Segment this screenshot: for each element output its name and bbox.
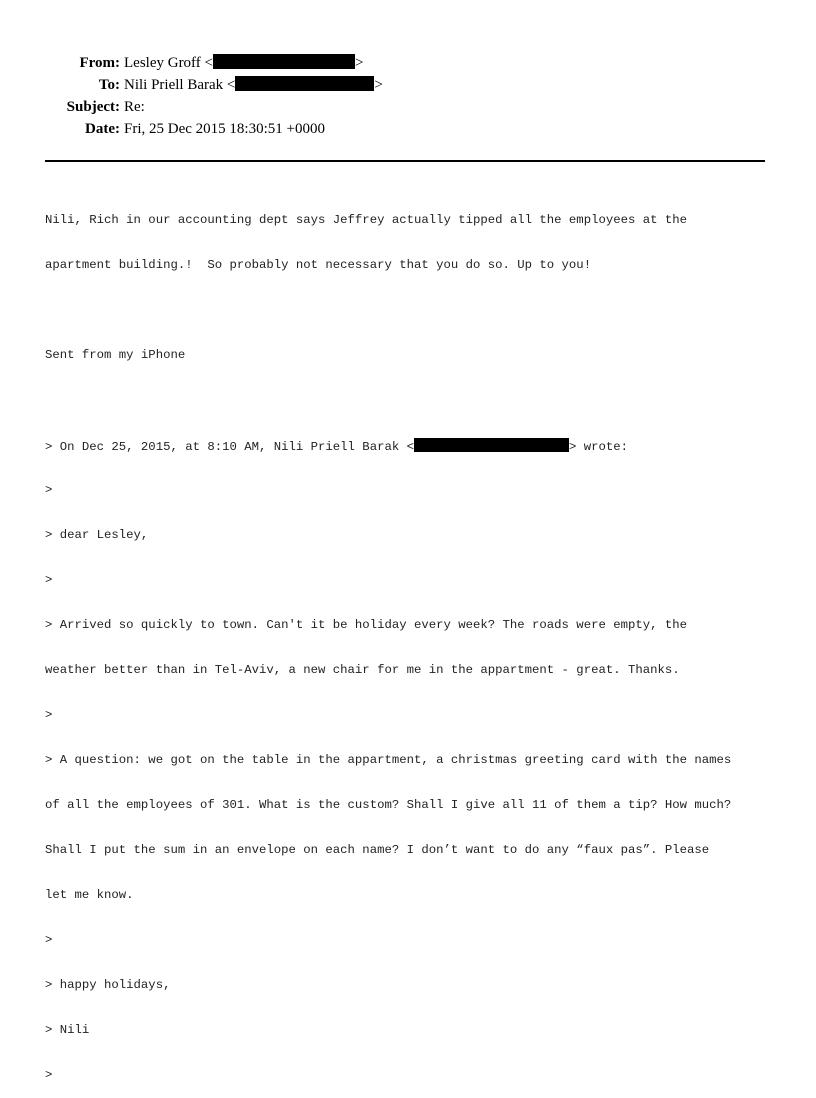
body-line: let me know. — [45, 888, 134, 902]
header-divider — [45, 160, 765, 162]
subject-value: Re: — [124, 99, 145, 115]
date-label: Date: — [85, 121, 120, 137]
date-value: Fri, 25 Dec 2015 18:30:51 +0000 — [124, 121, 325, 137]
body-line: > — [45, 483, 53, 497]
body-line: Nili, Rich in our accounting dept says Jeffrey actually tipped all the employees at the — [45, 213, 688, 227]
email-body — [45, 183, 785, 1098]
from-row — [0, 52, 816, 74]
redaction-box — [235, 76, 374, 91]
attribution-suffix: > wrote: — [568, 440, 629, 454]
body-line: Sent from my iPhone — [45, 348, 186, 362]
subject-label: Subject: — [66, 99, 120, 115]
body-line — [45, 303, 785, 318]
to-row — [0, 74, 816, 96]
body-line: > — [45, 708, 53, 722]
body-line: > happy holidays, — [45, 978, 171, 992]
body-line: > dear Lesley, — [45, 528, 149, 542]
subject-row — [0, 96, 816, 118]
body-line: > Nili — [45, 1023, 90, 1037]
to-label: To: — [98, 77, 120, 93]
body-line: Shall I put the sum in an envelope on each name? I don’t want to do any “faux pas”. Please — [45, 843, 710, 857]
body-line: apartment building.! So probably not necessary that you do so. Up to you! — [45, 258, 592, 272]
from-close: > — [355, 55, 364, 71]
date-row — [0, 118, 816, 140]
redaction-box — [213, 54, 355, 69]
redaction-box — [414, 438, 569, 452]
quoted-attribution-line — [45, 438, 785, 453]
to-name: Nili Priell Barak < — [124, 77, 236, 93]
attribution-text: > On Dec 25, 2015, at 8:10 AM, Nili Priell Barak < — [45, 440, 414, 454]
body-line: of all the employees of 301. What is the custom? Shall I give all 11 of them a tip? How much? — [45, 798, 732, 812]
from-value — [124, 52, 363, 74]
body-line: > — [45, 573, 53, 587]
body-line: > A question: we got on the table in the appartment, a christmas greeting card with the names — [45, 753, 732, 767]
body-line: weather better than in Tel-Aviv, a new chair for me in the appartment - great. Thanks. — [45, 663, 680, 677]
from-name: Lesley Groff < — [124, 55, 213, 71]
body-line — [45, 393, 785, 408]
from-label: From: — [79, 55, 120, 71]
body-line: > — [45, 1068, 53, 1082]
body-line: > — [45, 933, 53, 947]
body-line: > Arrived so quickly to town. Can't it be holiday every week? The roads were empty, the — [45, 618, 688, 632]
to-close: > — [374, 77, 383, 93]
to-value — [124, 74, 383, 96]
